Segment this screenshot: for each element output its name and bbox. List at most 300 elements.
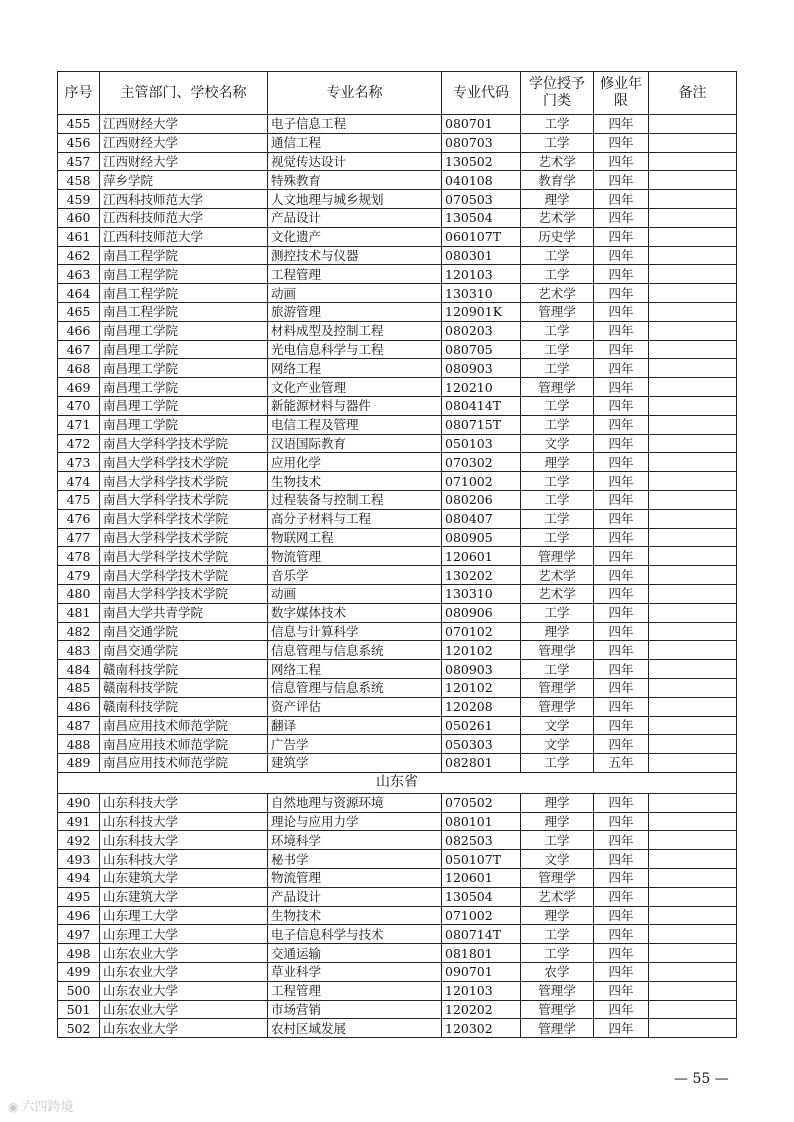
cell-degree: 管理学 <box>521 869 594 888</box>
cell-years: 四年 <box>594 716 649 735</box>
cell-years: 四年 <box>594 152 649 171</box>
cell-note <box>649 641 737 660</box>
cell-note <box>649 302 737 321</box>
table-row <box>58 622 737 641</box>
cell-major: 光电信息科学与工程 <box>268 340 442 359</box>
cell-major: 通信工程 <box>268 133 442 152</box>
table-row <box>58 152 737 171</box>
cell-school: 南昌理工学院 <box>100 396 268 415</box>
cell-no: 473 <box>58 453 100 472</box>
cell-degree: 管理学 <box>521 981 594 1000</box>
table-row <box>58 396 737 415</box>
table-row <box>58 1000 737 1019</box>
cell-no: 484 <box>58 660 100 679</box>
cell-code: 040108 <box>442 171 521 190</box>
cell-years: 四年 <box>594 265 649 284</box>
cell-major: 汉语国际教育 <box>268 434 442 453</box>
cell-years: 四年 <box>594 547 649 566</box>
cell-years: 四年 <box>594 584 649 603</box>
cell-school: 萍乡学院 <box>100 171 268 190</box>
cell-code: 071002 <box>442 906 521 925</box>
cell-code: 120302 <box>442 1019 521 1038</box>
cell-code: 120103 <box>442 981 521 1000</box>
table-row <box>58 171 737 190</box>
cell-degree: 工学 <box>521 246 594 265</box>
cell-major: 特殊教育 <box>268 171 442 190</box>
cell-note <box>649 869 737 888</box>
cell-years: 四年 <box>594 302 649 321</box>
table-row <box>58 981 737 1000</box>
cell-degree: 工学 <box>521 660 594 679</box>
table-row <box>58 227 737 246</box>
cell-note <box>649 735 737 754</box>
cell-school: 山东科技大学 <box>100 850 268 869</box>
cell-note <box>649 850 737 869</box>
cell-school: 南昌应用技术师范学院 <box>100 735 268 754</box>
cell-code: 120102 <box>442 678 521 697</box>
cell-years: 四年 <box>594 850 649 869</box>
table-row <box>58 944 737 963</box>
cell-major: 农村区域发展 <box>268 1019 442 1038</box>
table-header-row <box>58 72 737 115</box>
cell-school: 山东理工大学 <box>100 906 268 925</box>
cell-degree: 工学 <box>521 133 594 152</box>
cell-no: 457 <box>58 152 100 171</box>
cell-school: 江西财经大学 <box>100 152 268 171</box>
table-row <box>58 584 737 603</box>
table-row <box>58 490 737 509</box>
cell-degree: 工学 <box>521 359 594 378</box>
cell-degree: 艺术学 <box>521 584 594 603</box>
cell-years: 四年 <box>594 697 649 716</box>
cell-major: 生物技术 <box>268 906 442 925</box>
cell-school: 南昌工程学院 <box>100 246 268 265</box>
cell-no: 459 <box>58 190 100 209</box>
table-row <box>58 321 737 340</box>
cell-years: 四年 <box>594 793 649 812</box>
cell-note <box>649 1000 737 1019</box>
cell-no: 492 <box>58 831 100 850</box>
cell-school: 南昌理工学院 <box>100 378 268 397</box>
cell-years: 四年 <box>594 831 649 850</box>
cell-no: 469 <box>58 378 100 397</box>
cell-code: 080407 <box>442 509 521 528</box>
cell-degree: 文学 <box>521 716 594 735</box>
table-row <box>58 603 737 622</box>
cell-note <box>649 396 737 415</box>
header-no: 序号 <box>58 72 100 115</box>
cell-code: 120202 <box>442 1000 521 1019</box>
cell-degree: 管理学 <box>521 378 594 397</box>
table-row <box>58 869 737 888</box>
table-row <box>58 453 737 472</box>
cell-note <box>649 415 737 434</box>
header-degree: 学位授予门类 <box>521 72 594 115</box>
cell-no: 480 <box>58 584 100 603</box>
table-row <box>58 678 737 697</box>
table-row <box>58 208 737 227</box>
cell-code: 120601 <box>442 869 521 888</box>
cell-school: 山东科技大学 <box>100 793 268 812</box>
cell-major: 文化产业管理 <box>268 378 442 397</box>
cell-note <box>649 265 737 284</box>
cell-no: 467 <box>58 340 100 359</box>
cell-major: 自然地理与资源环境 <box>268 793 442 812</box>
cell-note <box>649 190 737 209</box>
cell-major: 新能源材料与器件 <box>268 396 442 415</box>
cell-major: 电信工程及管理 <box>268 415 442 434</box>
cell-years: 四年 <box>594 490 649 509</box>
cell-degree: 工学 <box>521 472 594 491</box>
cell-years: 四年 <box>594 1019 649 1038</box>
cell-degree: 管理学 <box>521 1000 594 1019</box>
cell-major: 市场营销 <box>268 1000 442 1019</box>
table-row <box>58 660 737 679</box>
cell-school: 南昌大学共青学院 <box>100 603 268 622</box>
cell-note <box>649 584 737 603</box>
cell-years: 四年 <box>594 906 649 925</box>
cell-years: 四年 <box>594 869 649 888</box>
cell-years: 四年 <box>594 509 649 528</box>
cell-school: 南昌大学科学技术学院 <box>100 472 268 491</box>
cell-major: 环境科学 <box>268 831 442 850</box>
page-number: — 55 — <box>674 1071 729 1087</box>
cell-degree: 艺术学 <box>521 152 594 171</box>
cell-note <box>649 378 737 397</box>
cell-years: 四年 <box>594 1000 649 1019</box>
cell-school: 山东农业大学 <box>100 1019 268 1038</box>
cell-school: 南昌大学科学技术学院 <box>100 584 268 603</box>
cell-major: 信息与计算科学 <box>268 622 442 641</box>
cell-degree: 工学 <box>521 340 594 359</box>
cell-degree: 工学 <box>521 415 594 434</box>
cell-degree: 管理学 <box>521 678 594 697</box>
cell-years: 四年 <box>594 340 649 359</box>
cell-note <box>649 321 737 340</box>
header-major: 专业名称 <box>268 72 442 115</box>
cell-note <box>649 754 737 773</box>
cell-degree: 历史学 <box>521 227 594 246</box>
cell-no: 464 <box>58 284 100 303</box>
cell-years: 四年 <box>594 190 649 209</box>
cell-major: 理论与应用力学 <box>268 812 442 831</box>
cell-note <box>649 697 737 716</box>
cell-no: 456 <box>58 133 100 152</box>
cell-major: 建筑学 <box>268 754 442 773</box>
cell-note <box>649 906 737 925</box>
cell-no: 486 <box>58 697 100 716</box>
cell-no: 489 <box>58 754 100 773</box>
cell-major: 产品设计 <box>268 208 442 227</box>
cell-school: 南昌交通学院 <box>100 622 268 641</box>
cell-note <box>649 115 737 134</box>
table-row <box>58 566 737 585</box>
cell-code: 050261 <box>442 716 521 735</box>
cell-degree: 管理学 <box>521 302 594 321</box>
cell-years: 四年 <box>594 528 649 547</box>
cell-no: 478 <box>58 547 100 566</box>
cell-major: 测控技术与仪器 <box>268 246 442 265</box>
cell-school: 南昌大学科学技术学院 <box>100 453 268 472</box>
cell-note <box>649 925 737 944</box>
cell-school: 南昌大学科学技术学院 <box>100 434 268 453</box>
cell-no: 455 <box>58 115 100 134</box>
cell-code: 070503 <box>442 190 521 209</box>
table-row <box>58 887 737 906</box>
cell-note <box>649 660 737 679</box>
cell-degree: 艺术学 <box>521 284 594 303</box>
cell-years: 四年 <box>594 641 649 660</box>
cell-school: 南昌理工学院 <box>100 415 268 434</box>
cell-note <box>649 152 737 171</box>
cell-major: 旅游管理 <box>268 302 442 321</box>
cell-school: 南昌大学科学技术学院 <box>100 490 268 509</box>
cell-code: 080203 <box>442 321 521 340</box>
cell-note <box>649 284 737 303</box>
cell-code: 081801 <box>442 944 521 963</box>
cell-major: 草业科学 <box>268 963 442 982</box>
cell-no: 499 <box>58 963 100 982</box>
cell-code: 130202 <box>442 566 521 585</box>
cell-major: 翻译 <box>268 716 442 735</box>
cell-major: 电子信息工程 <box>268 115 442 134</box>
cell-no: 471 <box>58 415 100 434</box>
cell-years: 四年 <box>594 227 649 246</box>
section-row <box>58 772 737 793</box>
cell-degree: 工学 <box>521 528 594 547</box>
table-row <box>58 472 737 491</box>
cell-no: 477 <box>58 528 100 547</box>
cell-no: 482 <box>58 622 100 641</box>
cell-school: 南昌大学科学技术学院 <box>100 566 268 585</box>
cell-years: 四年 <box>594 812 649 831</box>
table-row <box>58 115 737 134</box>
cell-no: 462 <box>58 246 100 265</box>
table-row <box>58 793 737 812</box>
cell-degree: 理学 <box>521 906 594 925</box>
cell-no: 458 <box>58 171 100 190</box>
cell-major: 高分子材料与工程 <box>268 509 442 528</box>
cell-code: 050303 <box>442 735 521 754</box>
cell-degree: 艺术学 <box>521 208 594 227</box>
cell-school: 南昌工程学院 <box>100 284 268 303</box>
cell-code: 082801 <box>442 754 521 773</box>
cell-school: 南昌大学科学技术学院 <box>100 509 268 528</box>
cell-degree: 工学 <box>521 754 594 773</box>
cell-years: 四年 <box>594 171 649 190</box>
cell-years: 四年 <box>594 622 649 641</box>
table-row <box>58 190 737 209</box>
cell-code: 070302 <box>442 453 521 472</box>
table-row <box>58 831 737 850</box>
cell-school: 赣南科技学院 <box>100 697 268 716</box>
cell-major: 数字媒体技术 <box>268 603 442 622</box>
cell-years: 四年 <box>594 925 649 944</box>
cell-note <box>649 981 737 1000</box>
cell-no: 479 <box>58 566 100 585</box>
cell-major: 广告学 <box>268 735 442 754</box>
cell-no: 493 <box>58 850 100 869</box>
cell-major: 物流管理 <box>268 869 442 888</box>
cell-years: 四年 <box>594 981 649 1000</box>
cell-note <box>649 208 737 227</box>
cell-code: 130504 <box>442 208 521 227</box>
cell-no: 466 <box>58 321 100 340</box>
cell-degree: 理学 <box>521 793 594 812</box>
cell-note <box>649 622 737 641</box>
weibo-icon: ◉ <box>8 1100 19 1114</box>
cell-code: 080714T <box>442 925 521 944</box>
table-row <box>58 716 737 735</box>
header-note: 备注 <box>649 72 737 115</box>
cell-note <box>649 603 737 622</box>
cell-school: 南昌大学科学技术学院 <box>100 528 268 547</box>
cell-school: 南昌大学科学技术学院 <box>100 547 268 566</box>
table-row <box>58 359 737 378</box>
cell-major: 交通运输 <box>268 944 442 963</box>
cell-code: 120103 <box>442 265 521 284</box>
cell-degree: 理学 <box>521 812 594 831</box>
cell-no: 476 <box>58 509 100 528</box>
cell-school: 山东科技大学 <box>100 831 268 850</box>
cell-no: 490 <box>58 793 100 812</box>
table-row <box>58 735 737 754</box>
cell-years: 四年 <box>594 678 649 697</box>
table-row <box>58 547 737 566</box>
cell-degree: 工学 <box>521 115 594 134</box>
cell-no: 494 <box>58 869 100 888</box>
cell-no: 498 <box>58 944 100 963</box>
cell-degree: 艺术学 <box>521 566 594 585</box>
table-row <box>58 340 737 359</box>
cell-code: 120901K <box>442 302 521 321</box>
cell-note <box>649 547 737 566</box>
cell-major: 信息管理与信息系统 <box>268 678 442 697</box>
cell-code: 120208 <box>442 697 521 716</box>
cell-major: 物流管理 <box>268 547 442 566</box>
cell-school: 江西科技师范大学 <box>100 190 268 209</box>
cell-degree: 文学 <box>521 434 594 453</box>
cell-no: 488 <box>58 735 100 754</box>
cell-note <box>649 1019 737 1038</box>
header-years: 修业年限 <box>594 72 649 115</box>
cell-note <box>649 509 737 528</box>
cell-years: 四年 <box>594 378 649 397</box>
cell-note <box>649 171 737 190</box>
cell-note <box>649 490 737 509</box>
cell-degree: 工学 <box>521 490 594 509</box>
cell-years: 四年 <box>594 963 649 982</box>
cell-degree: 工学 <box>521 831 594 850</box>
cell-school: 南昌理工学院 <box>100 321 268 340</box>
table-row <box>58 528 737 547</box>
cell-degree: 理学 <box>521 190 594 209</box>
cell-major: 物联网工程 <box>268 528 442 547</box>
cell-school: 山东理工大学 <box>100 925 268 944</box>
cell-no: 461 <box>58 227 100 246</box>
cell-code: 080903 <box>442 660 521 679</box>
cell-note <box>649 133 737 152</box>
cell-code: 120102 <box>442 641 521 660</box>
cell-school: 江西科技师范大学 <box>100 227 268 246</box>
cell-no: 502 <box>58 1019 100 1038</box>
cell-code: 060107T <box>442 227 521 246</box>
cell-years: 四年 <box>594 359 649 378</box>
section-title: 山东省 <box>58 772 737 793</box>
cell-degree: 文学 <box>521 735 594 754</box>
header-code: 专业代码 <box>442 72 521 115</box>
cell-no: 465 <box>58 302 100 321</box>
cell-code: 080101 <box>442 812 521 831</box>
cell-note <box>649 359 737 378</box>
cell-code: 070502 <box>442 793 521 812</box>
cell-school: 山东科技大学 <box>100 812 268 831</box>
cell-major: 网络工程 <box>268 660 442 679</box>
cell-degree: 管理学 <box>521 641 594 660</box>
cell-note <box>649 963 737 982</box>
cell-degree: 工学 <box>521 603 594 622</box>
cell-school: 南昌交通学院 <box>100 641 268 660</box>
cell-degree: 工学 <box>521 509 594 528</box>
cell-note <box>649 472 737 491</box>
cell-major: 生物技术 <box>268 472 442 491</box>
cell-school: 山东农业大学 <box>100 1000 268 1019</box>
cell-note <box>649 678 737 697</box>
cell-note <box>649 227 737 246</box>
cell-major: 动画 <box>268 584 442 603</box>
cell-no: 491 <box>58 812 100 831</box>
cell-no: 495 <box>58 887 100 906</box>
cell-code: 090701 <box>442 963 521 982</box>
cell-code: 080414T <box>442 396 521 415</box>
cell-code: 080705 <box>442 340 521 359</box>
cell-note <box>649 434 737 453</box>
cell-degree: 理学 <box>521 622 594 641</box>
table-row <box>58 284 737 303</box>
cell-code: 130310 <box>442 584 521 603</box>
cell-school: 南昌应用技术师范学院 <box>100 754 268 773</box>
cell-note <box>649 453 737 472</box>
cell-degree: 文学 <box>521 850 594 869</box>
table-row <box>58 850 737 869</box>
cell-school: 山东农业大学 <box>100 944 268 963</box>
table-row <box>58 302 737 321</box>
cell-years: 四年 <box>594 396 649 415</box>
cell-school: 赣南科技学院 <box>100 660 268 679</box>
cell-code: 120601 <box>442 547 521 566</box>
cell-degree: 工学 <box>521 265 594 284</box>
cell-code: 130504 <box>442 887 521 906</box>
cell-code: 080905 <box>442 528 521 547</box>
cell-note <box>649 246 737 265</box>
cell-years: 四年 <box>594 133 649 152</box>
cell-code: 080701 <box>442 115 521 134</box>
cell-code: 050107T <box>442 850 521 869</box>
cell-code: 080903 <box>442 359 521 378</box>
cell-note <box>649 716 737 735</box>
table-row <box>58 906 737 925</box>
cell-no: 468 <box>58 359 100 378</box>
cell-code: 080906 <box>442 603 521 622</box>
table-row <box>58 246 737 265</box>
table-row <box>58 415 737 434</box>
cell-school: 山东农业大学 <box>100 963 268 982</box>
cell-no: 475 <box>58 490 100 509</box>
cell-code: 050103 <box>442 434 521 453</box>
cell-school: 南昌理工学院 <box>100 340 268 359</box>
cell-no: 496 <box>58 906 100 925</box>
cell-major: 动画 <box>268 284 442 303</box>
